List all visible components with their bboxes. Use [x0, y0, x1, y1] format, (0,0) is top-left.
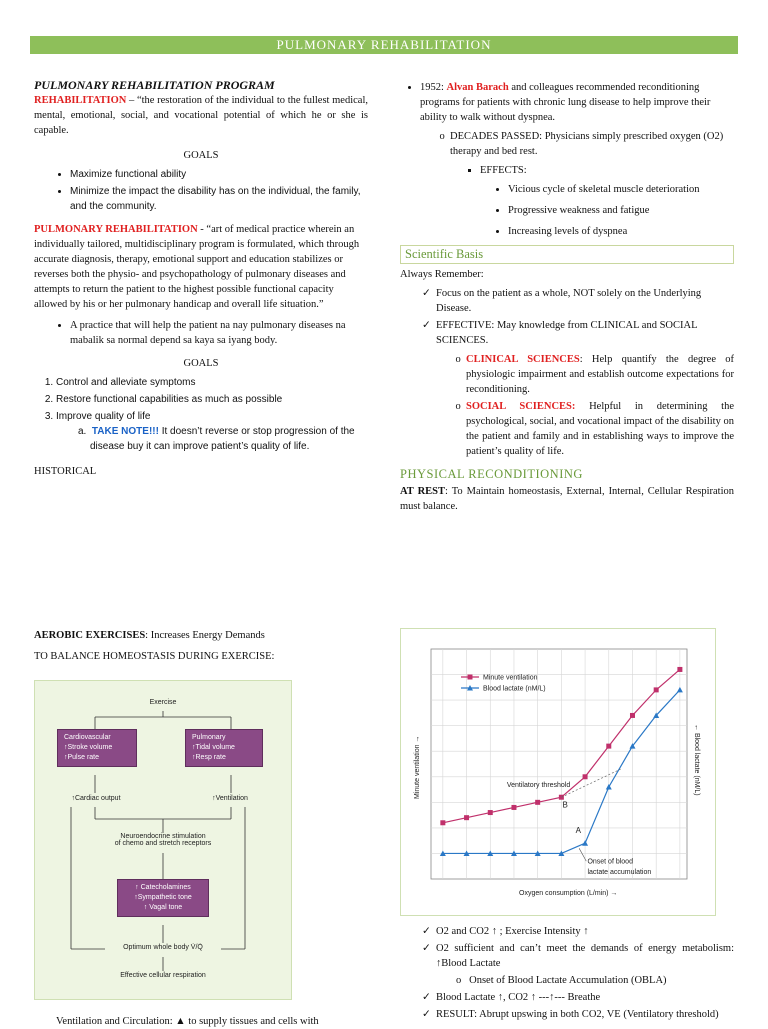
list-item — [466, 399, 734, 459]
data-point — [511, 805, 516, 810]
list-item: ✓ RESULT: Abrupt upswing in both CO2, VE (Ventilatory threshold) — [436, 1007, 734, 1022]
bottom-partial-text: Ventilation and Circulation: ▲ to supply tissues and cells with — [56, 1016, 319, 1027]
list-item: • Increasing levels of dyspnea — [508, 224, 734, 239]
list-item: 2. Restore functional capabilities as much as possible — [56, 392, 368, 407]
decades-list — [420, 129, 734, 239]
obla-text: Onset of Blood Lactate Accumulation (OBLA) — [469, 975, 667, 986]
bottom-partial — [34, 1014, 390, 1029]
cat-line-2: ↑Sympathetic tone — [134, 894, 192, 901]
data-point — [583, 774, 588, 779]
data-point — [559, 795, 564, 800]
aerobic-term: AEROBIC EXERCISES — [34, 630, 146, 641]
data-point — [488, 810, 493, 815]
scientific-basis-heading: Scientific Basis — [400, 245, 734, 264]
list-item: • Progressive weakness and fatigue — [508, 203, 734, 218]
annotation-obla-2: lactate accumulation — [587, 868, 652, 876]
list-item — [436, 318, 734, 459]
chart-notes-list-2 — [400, 990, 734, 1022]
pulm-tidal: ↑Tidal volume — [192, 744, 235, 751]
legend-entry: Minute ventilation — [483, 674, 538, 682]
effects-items — [480, 182, 734, 239]
social-term: SOCIAL SCIENCES: — [466, 401, 576, 412]
goals-heading-1: GOALS — [183, 150, 219, 161]
list-item: ✓ Focus on the patient as a whole, NOT solely on the Underlying Disease. — [436, 286, 734, 316]
x-axis-label: Oxygen consumption (L/min) → — [519, 890, 618, 897]
sciences-list — [436, 352, 734, 459]
pulm-resp: ↑Resp rate — [192, 754, 226, 761]
list-item: • Maximize functional ability — [70, 167, 368, 182]
decades-text: DECADES PASSED: Physicians simply prescribed oxygen (O2) therapy and bed rest. — [450, 131, 724, 157]
history-list — [400, 80, 734, 239]
plot-area — [431, 649, 687, 879]
goals-heading-2: GOALS — [183, 358, 219, 369]
effects-label: EFFECTS: — [480, 165, 527, 176]
pulm-title: Pulmonary — [192, 734, 226, 741]
history-name: Alvan Barach — [446, 82, 509, 93]
list-item: • Minimize the impact the disability has on the individual, the family, and the community. — [70, 184, 368, 214]
aerobic-text: : Increases Energy Demands — [145, 630, 265, 641]
catecholamines-box — [117, 879, 209, 917]
chart-svg — [401, 629, 715, 915]
take-note: a. TAKE NOTE!!! It doesn’t reverse or stop progression of the disease buy it can improve patient’s quality of life. — [78, 426, 355, 452]
neuro-line-1: Neuroendocrine stimulation — [120, 833, 206, 840]
history-year: 1952: — [420, 82, 447, 93]
cardio-pulse: ↑Pulse rate — [64, 754, 100, 761]
effects-list — [450, 163, 734, 239]
y-axis-label: Minute ventilation → — [414, 735, 421, 799]
y2-axis-label: ← Blood lactate (nM/L) — [693, 724, 700, 796]
legend-marker — [468, 675, 473, 680]
list-item — [450, 129, 734, 239]
chart-notes-list — [400, 924, 734, 971]
annotation-point-a: A — [575, 826, 581, 835]
cat-line-1: ↑ Catecholamines — [135, 884, 191, 891]
list-item — [420, 80, 734, 239]
pulmonary-box — [185, 729, 263, 767]
list-item — [56, 409, 368, 454]
neuro-line-2: of chemo and stretch receptors — [114, 840, 212, 847]
take-note-text: It doesn’t reverse or stop progression of the disease buy it can improve patient’s quality of life. — [90, 426, 355, 452]
pr-definition — [34, 222, 368, 312]
cat-line-3: ↑ Vagal tone — [143, 904, 183, 911]
cardiovascular-box — [57, 729, 137, 767]
always-remember: Always Remember: — [400, 269, 484, 280]
flow-cardiac-output: ↑Cardiac output — [71, 795, 121, 802]
at-rest — [400, 484, 734, 514]
cardio-stroke: ↑Stroke volume — [64, 744, 113, 751]
chart-notes — [400, 922, 734, 1024]
social-text: Helpful in determining the psychological, social, and vocational impact of the disability on the patient and family and in establishing ways to improve the patient’s quality of life. — [466, 401, 734, 457]
data-point — [606, 744, 611, 749]
list-item: 1. Control and alleviate symptoms — [56, 375, 368, 390]
balance-heading: TO BALANCE HOMEOSTASIS DURING EXERCISE: — [34, 651, 275, 662]
effective-text: EFFECTIVE: May knowledge from CLINICAL and SOCIAL SCIENCES. — [436, 320, 698, 346]
right-column — [400, 78, 734, 514]
clinical-term: CLINICAL SCIENCES — [466, 354, 580, 365]
list-item: ✓ O2 sufficient and can’t meet the demands of energy metabolism: ↑Blood Lactate — [436, 941, 734, 971]
list-item — [466, 352, 734, 397]
practice-list — [34, 318, 368, 348]
goals-list-2 — [34, 375, 368, 454]
list-item: ✓ O2 and CO2 ↑ ; Exercise Intensity ↑ — [436, 924, 734, 939]
flow-effective: Effective cellular respiration — [120, 972, 206, 979]
at-rest-term: AT REST — [400, 486, 446, 497]
list-item: ✓ Blood Lactate ↑, CO2 ↑ ---↑--- Breathe — [436, 990, 734, 1005]
program-title: PULMONARY REHABILITATION PROGRAM — [34, 78, 275, 92]
history-text: and colleagues recommended reconditioning programs for patients with chronic lung disease to help improve their ability to walk without dyspnea. — [420, 82, 711, 123]
take-note-label: TAKE NOTE!!! — [91, 426, 159, 437]
pr-term: PULMONARY REHABILITATION — [34, 224, 198, 235]
list-item: • Vicious cycle of skeletal muscle deterioration — [508, 182, 734, 197]
physical-reconditioning-heading: PHYSICAL RECONDITIONING — [400, 467, 583, 481]
aerobic-section — [34, 628, 368, 664]
data-point — [440, 820, 445, 825]
flow-neuroendocrine — [93, 833, 233, 847]
annotation-point-b: B — [562, 800, 568, 810]
annotation-ventilatory-threshold: Ventilatory threshold — [506, 782, 571, 789]
flow-ventilation: ↑Ventilation — [212, 795, 248, 802]
pr-def-text: - “art of medical practice wherein an individually tailored, multidisciplinary program is formulated, which through accurate diagnosis, therapy, emotional support and education stabilizes or reverses both the physio- and psychopathology of pulmonary diseases and attempts to return the patient to the highest possible functional capacity allowed by his or her pulmonary handicap and overall life situation.” — [34, 224, 360, 310]
list-item-text: Improve quality of life — [56, 411, 151, 422]
data-point — [677, 667, 682, 672]
data-point — [630, 713, 635, 718]
science-list — [400, 286, 734, 459]
list-item — [480, 163, 734, 239]
page-banner: PULMONARY REHABILITATION — [30, 36, 738, 54]
homeostasis-flow-diagram — [34, 680, 292, 1000]
ventilation-lactate-chart — [400, 628, 716, 916]
left-column — [34, 78, 368, 479]
data-point — [654, 687, 659, 692]
flow-optimum: Optimum whole body V̇/Q̇ — [123, 944, 203, 951]
legend-entry: Blood lactate (nM/L) — [483, 685, 546, 693]
list-item: • A practice that will help the patient na nay pulmonary diseases na mabalik sa normal depend sa kaya sa iyang body. — [70, 318, 368, 348]
clinical-text: : Help quantify the degree of physiologic impairment and establish outcome expectations for reconditioning. — [466, 354, 734, 395]
at-rest-text: : To Maintain homeostasis, External, Internal, Cellular Respiration must balance. — [400, 486, 735, 512]
obla-item: o Onset of Blood Lactate Accumulation (OBLA) — [456, 975, 667, 986]
cardio-title: Cardiovascular — [64, 734, 111, 741]
rehab-term: REHABILITATION — [34, 95, 127, 106]
historical-heading: HISTORICAL — [34, 466, 97, 477]
rehab-def-text: – “the restoration of the individual to the fullest medical, mental, emotional, social, and vocational potential of which he or she is capable. — [34, 95, 368, 136]
data-point — [535, 800, 540, 805]
data-point — [464, 815, 469, 820]
goals-list-1 — [34, 167, 368, 214]
rehab-definition — [34, 93, 368, 138]
annotation-obla-1: Onset of blood — [587, 858, 633, 866]
flow-exercise: Exercise — [149, 699, 177, 706]
